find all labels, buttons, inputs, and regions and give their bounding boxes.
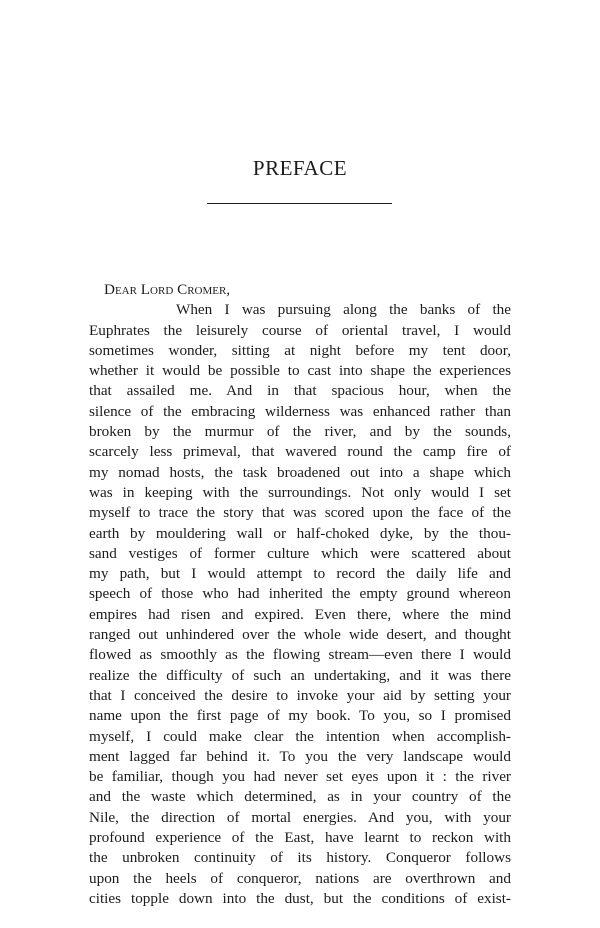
text-line: was in keeping with the surroundings. Not only would I set [89, 483, 511, 501]
text-line: earth by mouldering wall or half-choked dyke, by the thou- [89, 524, 511, 542]
salutation: Dear Lord Cromer, [104, 281, 231, 298]
text-line: profound experience of the East, have learnt to reckon with [89, 829, 511, 847]
text-line: scarcely less primeval, that wavered round the camp fire of [89, 443, 511, 461]
text-line: myself, I could make clear the intention when accomplish- [89, 727, 511, 745]
page-title: PREFACE [252, 156, 348, 180]
text-line: flowed as smoothly as the flowing stream—even there I would [89, 646, 511, 664]
text-line: sometimes wonder, sitting at night before my tent door, [89, 341, 511, 359]
text-line: name upon the first page of my book. To you, so I promised [89, 707, 511, 725]
text-line: whether it would be possible to cast into shape the experiences [89, 362, 511, 380]
text-line: speech of those who had inherited the empty ground whereon [89, 585, 511, 603]
text-line: and the waste which determined, as in your country of the [89, 788, 511, 806]
preface-text [89, 280, 511, 909]
text-line: be familiar, though you had never set eyes upon it : the river [89, 768, 511, 786]
text-line: ranged out unhindered over the whole wide desert, and thought [89, 626, 511, 644]
text-line: Euphrates the leisurely course of oriental travel, I would [89, 321, 511, 339]
text-line: that assailed me. And in that spacious hour, when the [89, 382, 511, 400]
text-line: silence of the embracing wilderness was enhanced rather than [89, 402, 511, 420]
text-line: the unbroken continuity of its history. Conqueror follows [89, 849, 511, 867]
text-line: sand vestiges of former culture which were scattered about [89, 544, 511, 562]
text-line: cities topple down into the dust, but the conditions of exist- [89, 889, 511, 907]
text-line: empires had risen and expired. Even there, where the mind [89, 605, 511, 623]
text-line: upon the heels of conqueror, nations are overthrown and [89, 869, 511, 887]
text-line: my path, but I would attempt to record the daily life and [89, 565, 511, 583]
text-line: realize the difficulty of such an undertaking, and it was there [89, 666, 511, 684]
text-line: that I conceived the desire to invoke your aid by setting your [89, 686, 511, 704]
text-line: myself to trace the story that was scored upon the face of the [89, 504, 511, 522]
title-rule [207, 203, 392, 204]
text-line: When I was pursuing along the banks of the [176, 301, 511, 319]
text-line: broken by the murmur of the river, and by the sounds, [89, 423, 511, 441]
text-line: Nile, the direction of mortal energies. And you, with your [89, 808, 511, 826]
text-line: ment lagged far behind it. To you the very landscape would [89, 747, 511, 765]
text-line: my nomad hosts, the task broadened out into a shape which [89, 463, 511, 481]
